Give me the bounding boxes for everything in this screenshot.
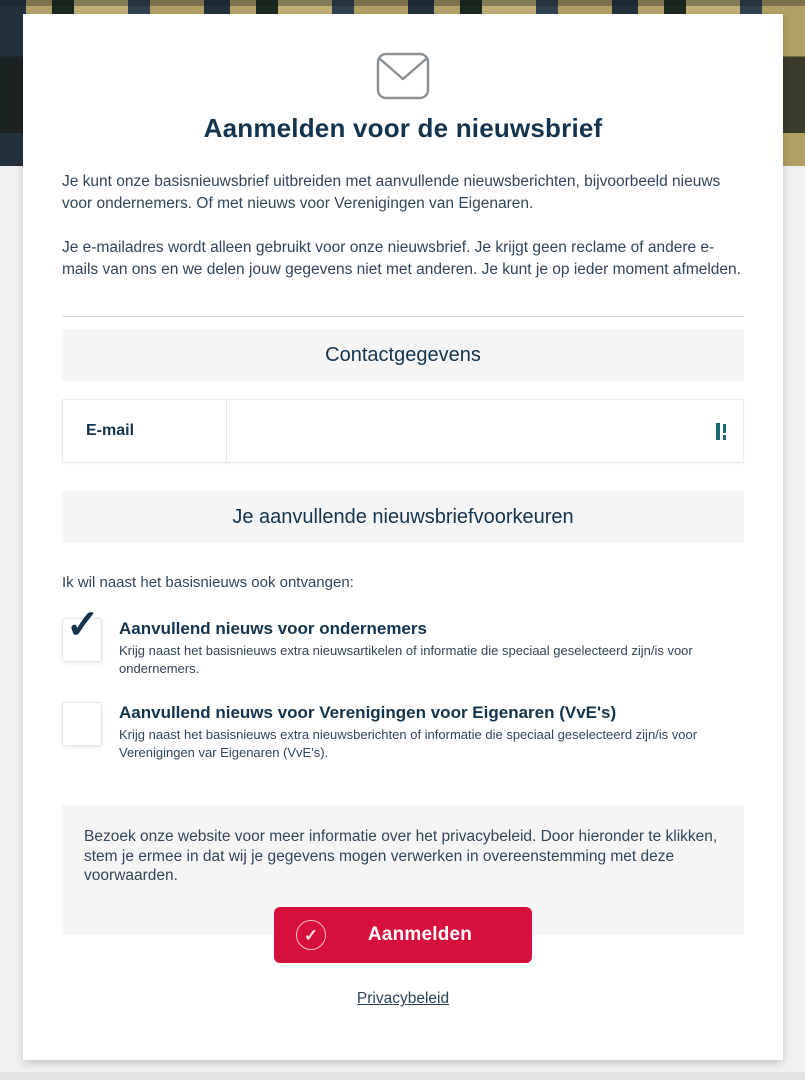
envelope-icon (62, 52, 744, 100)
intro-paragraph-2: Je e-mailadres wordt alleen gebruikt voor onze nieuwsbrief. Je krijgt geen reclame of andere e-mails van ons en we delen jouw gegevens niet met anderen. Je kunt je op ieder moment afmelden. (62, 239, 741, 278)
option-row-vve (62, 702, 744, 761)
checkmark-icon: ✓ (66, 603, 100, 647)
privacy-notice: Bezoek onze website voor meer informatie over het privacybeleid. Door hieronder te klikken, stem je ermee in dat wij je gegevens mogen verwerken in overeenstemming met deze voorwaarden. (84, 828, 718, 884)
contact-section-header: Contactgegevens (62, 329, 744, 381)
text-caret-icon (716, 423, 728, 441)
privacy-link[interactable]: Privacybeleid (356, 990, 450, 1008)
intro-paragraph-1: Je kunt onze basisnieuwsbrief uitbreiden met aanvullende nieuwsberichten, bijvoorbeeld nieuws voor ondernemers. Of met nieuws voor Verenigingen van Eigenaren. (62, 173, 721, 212)
email-label: E-mail (63, 400, 227, 462)
email-field-row (62, 399, 744, 463)
option-row-ondernemers (62, 603, 744, 677)
preferences-section-header: Je aanvullende nieuwsbriefvoorkeuren (62, 491, 744, 543)
section-divider (62, 316, 744, 317)
submit-button[interactable] (274, 907, 532, 963)
newsletter-signup-card (23, 14, 783, 1060)
submit-button-label: Aanmelden (367, 924, 473, 946)
checkbox-ondernemers[interactable] (62, 603, 102, 662)
option-desc-ondernemers: Krijg naast het basisnieuws extra nieuwsartikelen of informatie die speciaal geselecteerd zijn/is voor ondernemers. (119, 643, 693, 676)
option-title-vve: Aanvullend nieuws voor Verenigingen voor Eigenaren (VvE's) (119, 703, 617, 723)
option-title-ondernemers: Aanvullend nieuws voor ondernemers (119, 619, 427, 638)
page-title: Aanmelden voor de nieuwsbrief (203, 113, 603, 143)
bottom-strip (0, 1072, 805, 1080)
checkbox-vve[interactable] (62, 702, 102, 746)
circle-check-icon: ✓ (296, 920, 326, 950)
preferences-intro: Ik wil naast het basisnieuws ook ontvangen: (62, 574, 354, 591)
option-desc-vve: Krijg naast het basisnieuws extra nieuwsberichten of informatie die speciaal geselecteerd zijn/is voor Verenigingen var Eigenaren (VvE's). (119, 727, 698, 760)
email-input[interactable] (227, 400, 743, 462)
